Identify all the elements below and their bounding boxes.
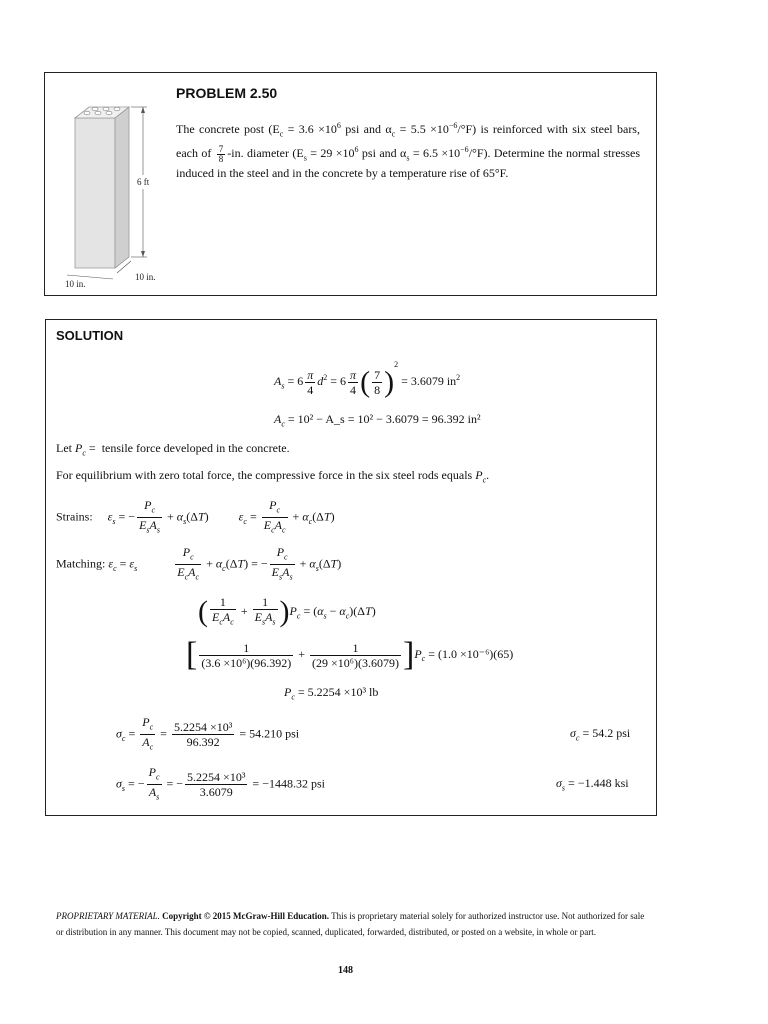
let-text: tensile force developed in the concrete. xyxy=(101,441,290,455)
statement-part: psi and α xyxy=(340,122,392,136)
sigma-c-denominator: 96.392 xyxy=(186,735,220,750)
superscript: 6 xyxy=(354,144,359,154)
superscript: −6 xyxy=(460,144,469,154)
problem-box xyxy=(44,72,657,296)
subscript: s xyxy=(303,153,307,163)
numerator: 7 xyxy=(218,143,224,154)
numeric-rhs: = (1.0 ×10⁻⁶)(65) xyxy=(428,646,514,661)
sigma-c-calc: = 54.210 psi xyxy=(239,726,300,741)
sigma-s-answer-value: = −1.448 ksi xyxy=(568,776,629,790)
superscript: −6 xyxy=(448,121,458,130)
statement-part: -in. diameter (E xyxy=(227,145,304,160)
sigma-s-answer: $\sigma_s = -1.448$ ksi xyxy=(556,776,629,793)
equation-steel-area: $A_s = 6$ $\frac{\pi}{4}$ $d^2 = 6$ $\frac{\pi}{4}$ ( $\frac{7}{8}$ )$^2$ = 3.6079 $in^2$ xyxy=(274,360,461,399)
statement-part: /°F). Determine the normal stresses induced in the steel and in the concrete by a temperature rise of 65°F. xyxy=(176,145,641,180)
numeric-equation: [ $\frac{1}{\text{(3.6 ×10⁶)(96.392)}}$ + $\frac{1}{\text{(29 ×10⁶)(3.6079)}}$ ]$P_c = (1.0 \times 10^{-6})(65)$ xyxy=(186,636,514,673)
concrete-post-illustration xyxy=(53,83,171,288)
subscript: c xyxy=(279,129,284,139)
subscript: c xyxy=(391,129,396,139)
sigma-c-answer-value: = 54.2 psi xyxy=(582,726,631,740)
solution-title: SOLUTION xyxy=(56,328,124,343)
equation-concrete-area: $A_c = 10^2$ − A_s = 10² − 3.6079 = 96.392 in² xyxy=(274,412,481,429)
statement-part: = 5.5 ×10 xyxy=(395,122,449,136)
problem-title: PROBLEM 2.50 xyxy=(176,85,278,101)
strains-equations: Strains: $\varepsilon_s$ = − $\frac{P_c}{E_sA_s}$ + $\alpha_s(\Delta T)$ $\varepsilon_c$ = $\frac{P_c}{E_cA_c}$ + $\alpha_c(\Delta T)$ xyxy=(56,498,335,535)
sigma-c-equation: $\sigma_c$ = $\frac{P_c}{A_c}$ = $\frac{\text{5.2254 ×10³}}{96.392}$ = 54.210 psi xyxy=(116,715,300,752)
proprietary-label: PROPRIETARY MATERIAL. xyxy=(56,911,160,921)
equilibrium-statement: For equilibrium with zero total force, the compressive force in the six steel rods equals $P_c$. xyxy=(56,468,490,485)
statement-part: psi and α xyxy=(358,145,407,160)
footer-text: This is proprietary material solely for authorized instructor use. Not authorized for sale or distribution in any manner. This document may not be copied, scanned, duplicated, forwarded, distributed, or posted on a website, in whole or part. xyxy=(56,911,645,937)
subscript: s xyxy=(406,153,410,163)
steel-area-result: = 3.6079 in xyxy=(401,374,457,388)
denominator: 8 xyxy=(218,153,224,164)
statement-part: = 6.5 ×10 xyxy=(409,145,461,160)
statement-part: = 29 ×10 xyxy=(306,145,355,160)
sigma-s-equation: $\sigma_s$ = − $\frac{P_c}{A_s}$ = − $\frac{\text{5.2254 ×10³}}{3.6079}$ = −1448.32 psi xyxy=(116,765,325,802)
denominator-steel: (29 ×10⁶)(3.6079) xyxy=(312,655,399,670)
statement-part: The concrete post (E xyxy=(176,122,280,136)
sigma-c-answer: $\sigma_c = 54.2$ psi xyxy=(570,726,631,743)
sigma-s-denominator: 3.6079 xyxy=(199,785,233,800)
strains-label: Strains: xyxy=(56,509,93,524)
equilibrium-text: For equilibrium with zero total force, the compressive force in the six steel rods equals xyxy=(56,468,476,482)
copyright-text: Copyright © 2015 McGraw-Hill Education. xyxy=(162,911,330,921)
sigma-s-calc: = −1448.32 psi xyxy=(252,776,325,791)
sigma-c-numerator: 5.2254 ×10³ xyxy=(173,720,233,735)
statement-part: = 3.6 ×10 xyxy=(283,122,337,136)
matching-equation: Matching: $\varepsilon_c = \varepsilon_s$ $\frac{P_c}{E_cA_c}$ + $\alpha_c(\Delta T)$ = − $\frac{P_c}{E_sA_s}$ + $\alpha_s(\Delta T)$ xyxy=(56,545,342,582)
matching-label: Matching: xyxy=(56,556,106,571)
height-label: 6 ft xyxy=(137,177,150,187)
page-number: 148 xyxy=(338,965,353,976)
width-label-left: 10 in. xyxy=(65,279,86,288)
superscript: 6 xyxy=(336,121,341,130)
let-statement: Let $P_c$ = tensile force developed in the concrete. xyxy=(56,441,290,458)
solution-box xyxy=(45,319,657,816)
sigma-s-numerator: 5.2254 ×10³ xyxy=(187,770,246,785)
pc-value: = 5.2254 ×10³ lb xyxy=(297,685,379,699)
concrete-area-expression: = 10² − A_s = 10² − 3.6079 = 96.392 in² xyxy=(287,412,481,426)
pc-result: $P_c = 5.2254 \times 10^3$ lb xyxy=(284,685,379,702)
copyright-footer xyxy=(56,908,646,940)
statement-part: /°F) is reinforced with six steel bars, each of xyxy=(176,122,640,160)
seven-eighths-fraction xyxy=(217,145,226,164)
denominator-concrete: (3.6 ×10⁶)(96.392) xyxy=(201,655,292,670)
width-label-right: 10 in. xyxy=(135,272,156,282)
problem-statement xyxy=(176,118,640,181)
combined-equation: ( $\frac{1}{E_cA_c}$ + $\frac{1}{E_sA_s}$ )$P_c = (\alpha_s - \alpha_c)(\Delta T)$ xyxy=(198,595,376,629)
